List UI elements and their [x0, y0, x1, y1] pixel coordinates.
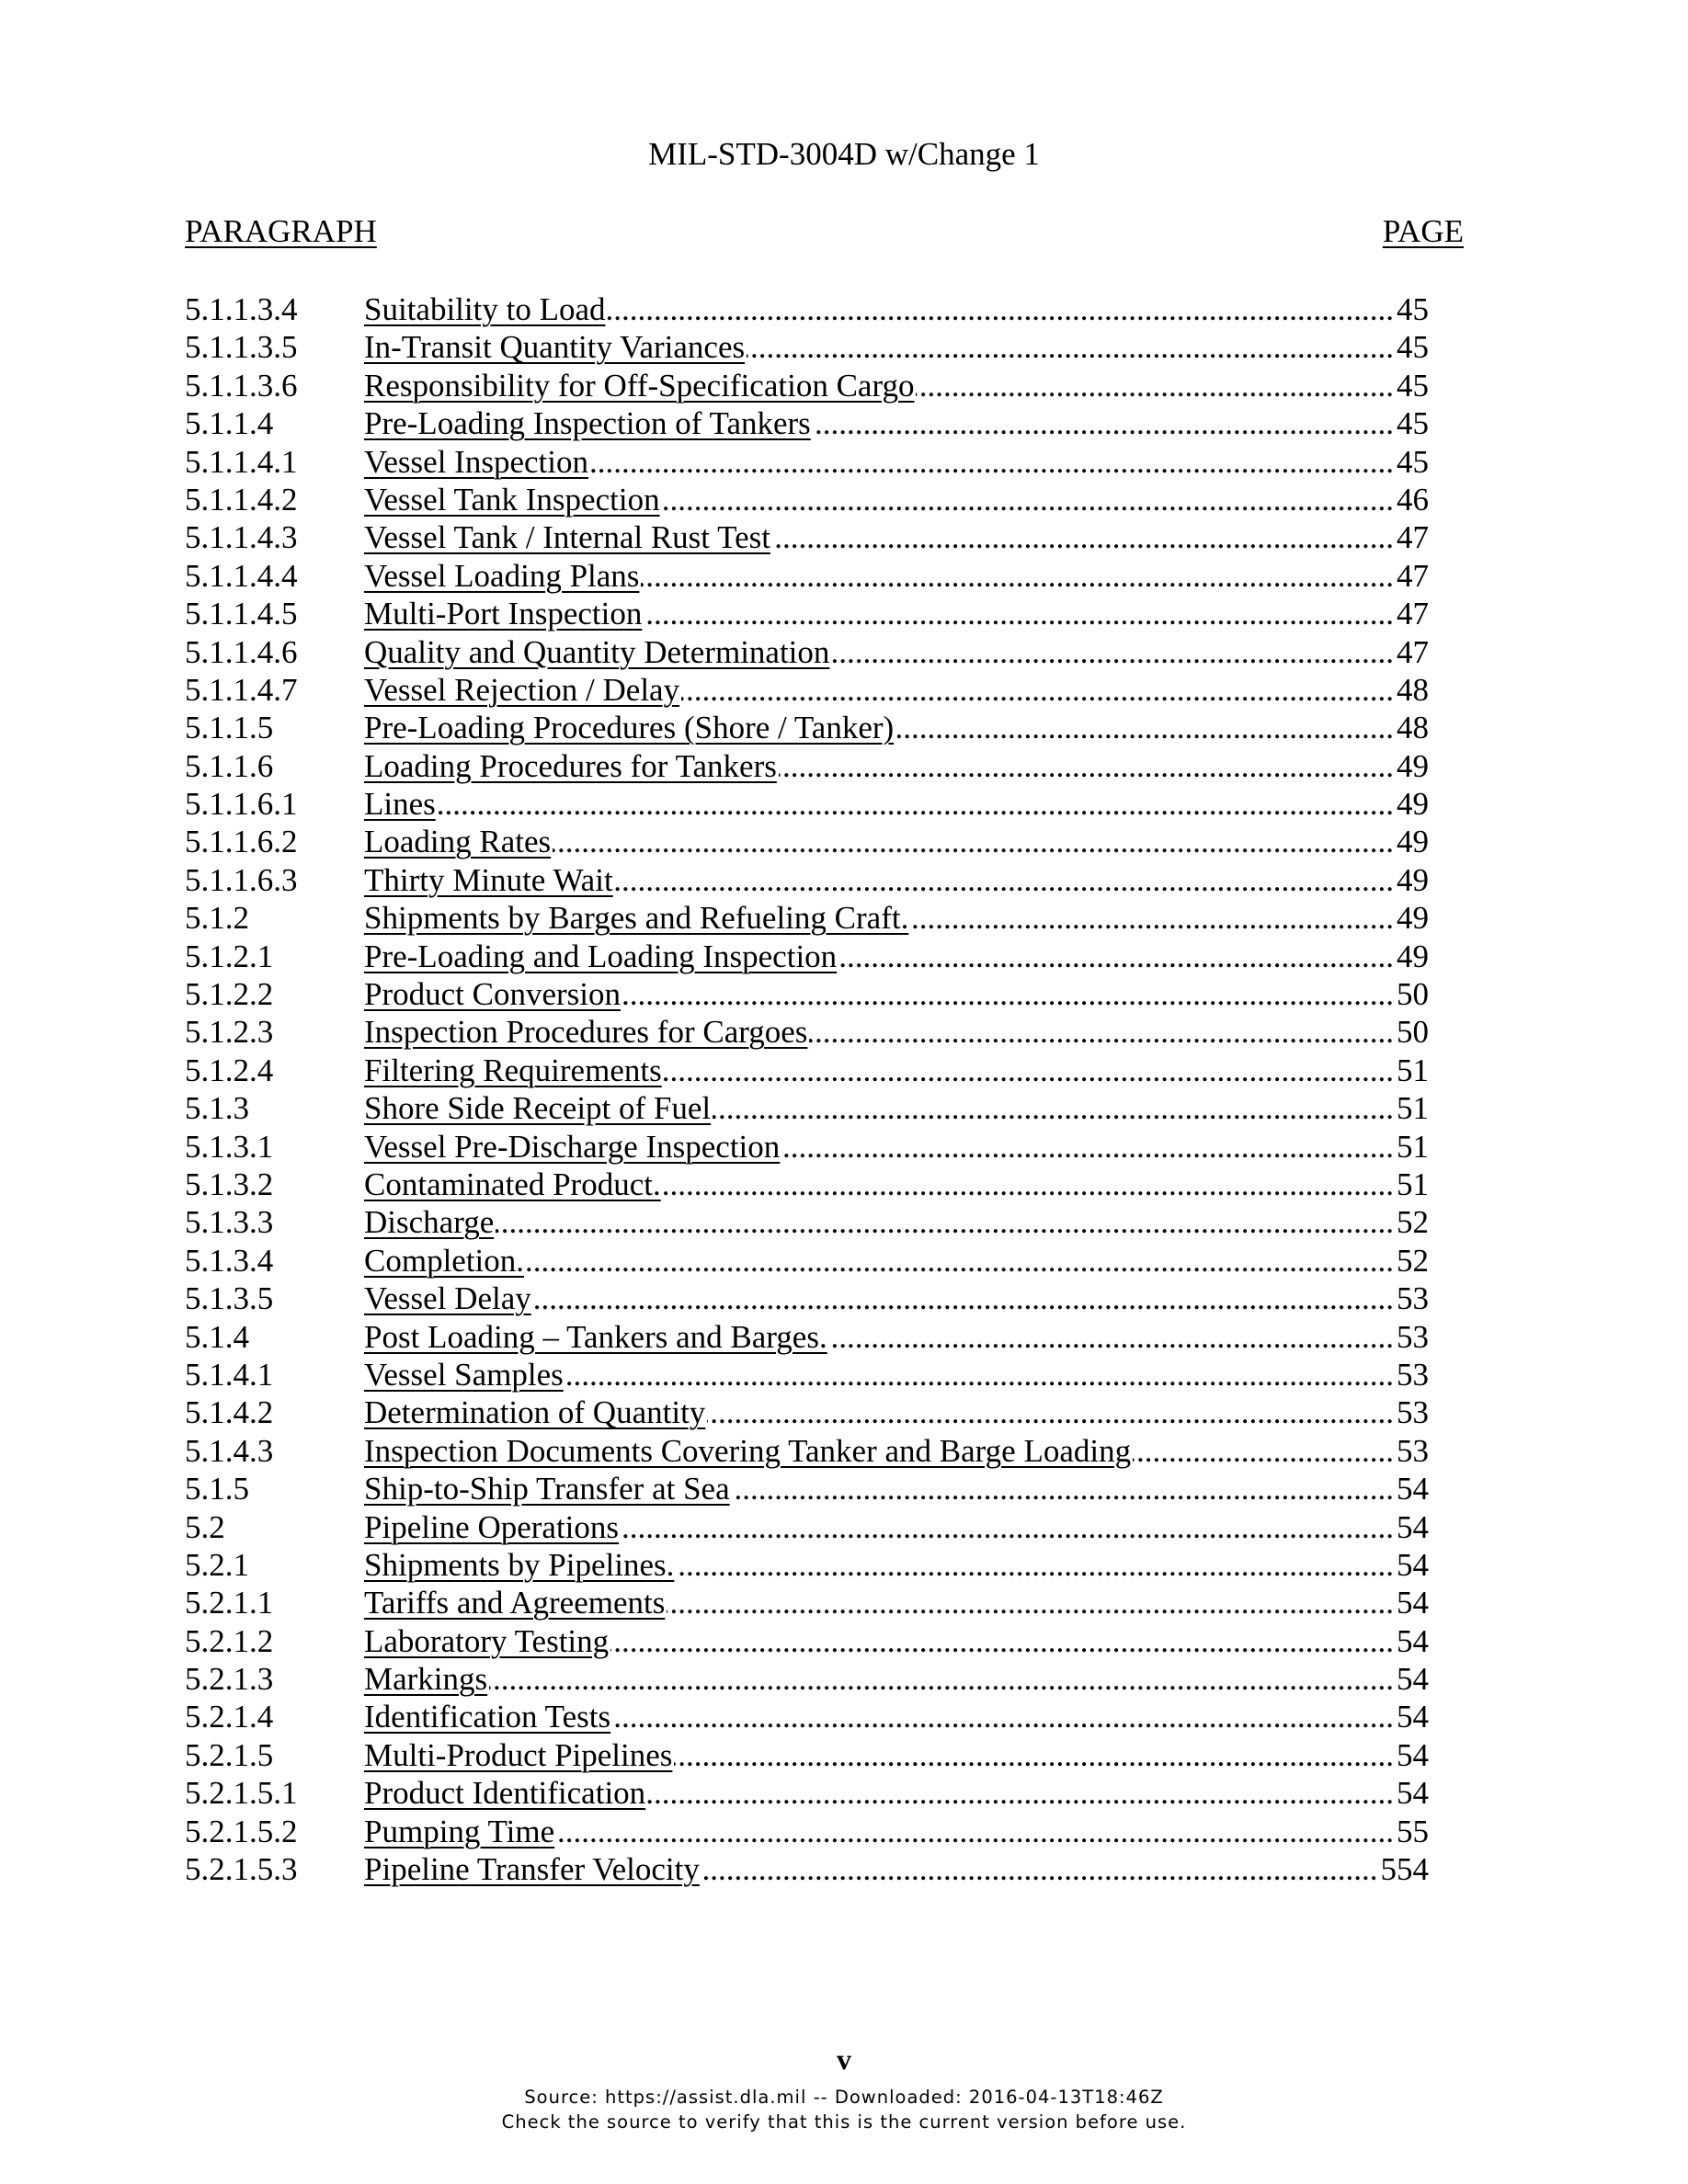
toc-entry-leader — [364, 518, 1429, 556]
toc-page-number: 52 — [1394, 1203, 1429, 1241]
page-number: v — [837, 2042, 851, 2076]
toc-paragraph-number: 5.1.1.3.6 — [185, 367, 298, 404]
toc-title-link[interactable]: Inspection Documents Covering Tanker and Barge Loading — [364, 1432, 1132, 1469]
toc-entry-leader — [364, 1052, 1429, 1089]
toc-entry-leader — [364, 1280, 1429, 1317]
toc-title-link[interactable]: Vessel Tank / Internal Rust Test — [364, 519, 770, 556]
toc-page-number: 53 — [1394, 1280, 1429, 1317]
toc-entry-leader — [364, 1242, 1429, 1280]
toc-paragraph-number: 5.1.3.3 — [185, 1204, 274, 1241]
table-of-contents — [185, 290, 1429, 1888]
toc-paragraph-number: 5.2.1.5.3 — [185, 1851, 298, 1888]
toc-entry — [185, 785, 1429, 823]
toc-title-link[interactable]: Pipeline Transfer Velocity — [364, 1851, 700, 1888]
toc-paragraph-number: 5.1.1.3.5 — [185, 329, 298, 366]
toc-entry — [185, 443, 1429, 481]
toc-entry — [185, 938, 1429, 975]
page-column-heading: PAGE — [1382, 213, 1464, 249]
toc-title-link[interactable]: Filtering Requirements — [364, 1052, 662, 1088]
toc-paragraph-number: 5.1.4 — [185, 1318, 249, 1355]
toc-entry-leader — [364, 861, 1429, 899]
footer-source-line: Source: https://assist.dla.mil -- Downloaded: 2016-04-13T18:46Z — [524, 2087, 1164, 2108]
toc-paragraph-number: 5.2.1.5.1 — [185, 1775, 298, 1812]
toc-page-number: 49 — [1394, 938, 1429, 975]
toc-page-number: 51 — [1394, 1166, 1429, 1203]
toc-entry — [185, 1280, 1429, 1317]
toc-page-number: 554 — [1378, 1850, 1430, 1888]
toc-paragraph-number: 5.2.1.1 — [185, 1585, 274, 1621]
toc-title-link[interactable]: Tariffs and Agreements — [364, 1585, 666, 1621]
toc-entry-leader — [364, 938, 1429, 975]
toc-paragraph-number: 5.1.2 — [185, 900, 249, 937]
toc-entry-leader — [364, 1318, 1429, 1356]
toc-entry-leader — [364, 1432, 1429, 1470]
toc-paragraph-number: 5.1.3.1 — [185, 1128, 274, 1165]
toc-page-number: 54 — [1394, 1774, 1429, 1812]
toc-paragraph-number: 5.1.1.6 — [185, 747, 274, 784]
toc-page-number: 54 — [1394, 1698, 1429, 1735]
toc-entry — [185, 595, 1429, 632]
toc-entry-leader — [364, 1622, 1429, 1660]
toc-title-link[interactable]: Determination of Quantity — [364, 1394, 706, 1431]
toc-paragraph-number: 5.1.2.1 — [185, 938, 274, 974]
toc-page-number: 49 — [1394, 747, 1429, 785]
toc-title-link[interactable]: Product Conversion — [364, 976, 622, 1013]
toc-entry-leader — [364, 443, 1429, 481]
toc-title-link[interactable]: Quality and Quantity Determination — [364, 633, 830, 670]
toc-entry — [185, 518, 1429, 556]
toc-entry — [185, 671, 1429, 709]
toc-page-number: 45 — [1394, 367, 1429, 404]
toc-paragraph-number: 5.1.1.4 — [185, 405, 274, 442]
toc-page-number: 47 — [1394, 557, 1429, 595]
toc-paragraph-number: 5.1.1.3.4 — [185, 291, 298, 327]
toc-entry-leader — [364, 1813, 1429, 1850]
toc-title-link[interactable]: Pre-Loading and Loading Inspection — [364, 938, 838, 974]
toc-entry-leader — [364, 975, 1429, 1013]
toc-paragraph-number: 5.1.1.4.6 — [185, 633, 298, 670]
toc-entry-leader — [364, 709, 1429, 746]
toc-entry — [185, 1432, 1429, 1470]
toc-entry — [185, 1242, 1429, 1280]
toc-title-link[interactable]: Pumping Time — [364, 1813, 555, 1849]
toc-entry-leader — [364, 671, 1429, 709]
toc-title-link[interactable]: In-Transit Quantity Variances — [364, 329, 746, 366]
toc-title-link[interactable]: Multi-Product Pipelines — [364, 1736, 673, 1773]
toc-page-number: 54 — [1394, 1584, 1429, 1621]
toc-paragraph-number: 5.2 — [185, 1508, 225, 1545]
toc-title-link[interactable]: Pre-Loading Inspection of Tankers — [364, 405, 811, 442]
toc-page-number: 45 — [1394, 328, 1429, 366]
toc-entry — [185, 1356, 1429, 1393]
toc-entry — [185, 975, 1429, 1013]
toc-title-link[interactable]: Pipeline Operations — [364, 1508, 620, 1545]
toc-title-link[interactable]: Shipments by Pipelines. — [364, 1546, 675, 1583]
toc-paragraph-number: 5.1.1.4.4 — [185, 557, 298, 594]
toc-paragraph-number: 5.2.1.2 — [185, 1622, 274, 1659]
toc-paragraph-number: 5.2.1.5 — [185, 1736, 274, 1773]
toc-entry — [185, 861, 1429, 899]
toc-entry — [185, 1166, 1429, 1203]
toc-paragraph-number: 5.1.4.1 — [185, 1356, 274, 1393]
toc-entry — [185, 367, 1429, 404]
toc-title-link[interactable]: Thirty Minute Wait — [364, 861, 613, 898]
toc-title-link[interactable]: Discharge — [364, 1204, 495, 1241]
toc-paragraph-number: 5.1.4.2 — [185, 1394, 274, 1431]
toc-paragraph-number: 5.1.3.5 — [185, 1280, 274, 1317]
toc-paragraph-number: 5.1.3.2 — [185, 1166, 274, 1202]
footer-check-line: Check the source to verify that this is the current version before use. — [501, 2111, 1187, 2133]
toc-entry — [185, 1508, 1429, 1546]
toc-entry-leader — [364, 1470, 1429, 1507]
toc-title-link[interactable]: Vessel Loading Plans — [364, 557, 640, 594]
toc-title-link[interactable]: Responsibility for Off-Specification Cargo — [364, 367, 915, 404]
toc-paragraph-number: 5.1.1.6.3 — [185, 861, 298, 898]
toc-page-number: 50 — [1394, 1013, 1429, 1051]
toc-title-link[interactable]: Contaminated Product. — [364, 1166, 661, 1202]
toc-entry — [185, 1318, 1429, 1356]
toc-paragraph-number: 5.2.1 — [185, 1546, 249, 1583]
toc-page-number: 54 — [1394, 1622, 1429, 1660]
toc-paragraph-number: 5.1.2.4 — [185, 1052, 274, 1088]
toc-entry-leader — [364, 1203, 1429, 1241]
toc-title-link[interactable]: Pre-Loading Procedures (Shore / Tanker) — [364, 710, 895, 746]
toc-title-link[interactable]: Completion. — [364, 1242, 525, 1279]
toc-paragraph-number: 5.2.1.4 — [185, 1699, 274, 1735]
toc-page-number: 49 — [1394, 861, 1429, 899]
toc-paragraph-number: 5.1.1.4.3 — [185, 519, 298, 556]
toc-page-number: 54 — [1394, 1508, 1429, 1546]
toc-paragraph-number: 5.1.1.6.2 — [185, 824, 298, 860]
toc-entry-leader — [364, 747, 1429, 785]
toc-page-number: 48 — [1394, 671, 1429, 709]
toc-entry — [185, 1736, 1429, 1774]
toc-entry — [185, 747, 1429, 785]
toc-paragraph-number: 5.1.1.6.1 — [185, 786, 298, 823]
toc-title-link[interactable]: Laboratory Testing — [364, 1622, 610, 1659]
toc-page-number: 54 — [1394, 1736, 1429, 1774]
toc-page-number: 47 — [1394, 518, 1429, 556]
toc-entry-leader — [364, 633, 1429, 671]
toc-page-number: 46 — [1394, 481, 1429, 518]
toc-entry — [185, 1546, 1429, 1584]
toc-entry — [185, 1622, 1429, 1660]
toc-entry-leader — [364, 1660, 1429, 1698]
toc-paragraph-number: 5.1.1.4.5 — [185, 596, 298, 632]
toc-title-link[interactable]: Multi-Port Inspection — [364, 596, 643, 632]
toc-page-number: 49 — [1394, 785, 1429, 823]
toc-entry — [185, 1203, 1429, 1241]
toc-entry-leader — [364, 1089, 1429, 1127]
toc-entry — [185, 328, 1429, 366]
toc-title-link[interactable]: Suitability to Load — [364, 291, 606, 327]
toc-title-link[interactable]: Vessel Delay — [364, 1280, 531, 1317]
toc-title-link[interactable]: Vessel Samples — [364, 1356, 564, 1393]
toc-page-number: 54 — [1394, 1546, 1429, 1584]
toc-page-number: 53 — [1394, 1393, 1429, 1431]
toc-entry-leader — [364, 1128, 1429, 1166]
toc-title-link[interactable]: Post Loading – Tankers and Barges. — [364, 1318, 827, 1355]
toc-entry-leader — [364, 823, 1429, 860]
toc-paragraph-number: 5.1.1.4.1 — [185, 443, 298, 480]
toc-paragraph-number: 5.1.1.4.7 — [185, 671, 298, 708]
toc-page-number: 53 — [1394, 1318, 1429, 1356]
toc-page-number: 55 — [1394, 1813, 1429, 1850]
toc-entry — [185, 709, 1429, 746]
toc-entry — [185, 1698, 1429, 1735]
toc-page-number: 49 — [1394, 899, 1429, 937]
toc-paragraph-number: 5.1.1.5 — [185, 710, 274, 746]
toc-page-number: 48 — [1394, 709, 1429, 746]
toc-entry-leader — [364, 1166, 1429, 1203]
toc-paragraph-number: 5.1.5 — [185, 1471, 249, 1507]
toc-entry — [185, 1013, 1429, 1051]
toc-title-link[interactable]: Vessel Pre-Discharge Inspection — [364, 1128, 781, 1165]
toc-page-number: 45 — [1394, 290, 1429, 328]
toc-entry — [185, 290, 1429, 328]
toc-title-link[interactable]: Loading Procedures for Tankers — [364, 747, 777, 784]
toc-entry-leader — [364, 1698, 1429, 1735]
toc-entry-leader — [364, 1508, 1429, 1546]
toc-entry-leader — [364, 1393, 1429, 1431]
toc-entry — [185, 1813, 1429, 1850]
toc-entry — [185, 1470, 1429, 1507]
toc-page-number: 52 — [1394, 1242, 1429, 1280]
toc-title-link[interactable]: Markings — [364, 1661, 488, 1698]
toc-entry-leader — [364, 290, 1429, 328]
toc-paragraph-number: 5.1.2.2 — [185, 976, 274, 1013]
toc-entry — [185, 1393, 1429, 1431]
toc-page-number: 51 — [1394, 1089, 1429, 1127]
toc-entry — [185, 1850, 1429, 1888]
toc-entry — [185, 1128, 1429, 1166]
toc-entry — [185, 557, 1429, 595]
toc-entry-leader — [364, 899, 1429, 937]
toc-entry — [185, 1052, 1429, 1089]
toc-title-link[interactable]: Vessel Tank Inspection — [364, 481, 660, 518]
toc-paragraph-number: 5.2.1.3 — [185, 1661, 274, 1698]
toc-entry-leader — [364, 785, 1429, 823]
toc-title-link[interactable]: Product Identification — [364, 1775, 646, 1812]
toc-title-link[interactable]: Identification Tests — [364, 1699, 611, 1735]
toc-title-link[interactable]: Vessel Inspection — [364, 443, 588, 480]
toc-paragraph-number: 5.1.3 — [185, 1090, 249, 1127]
toc-entry — [185, 1089, 1429, 1127]
paragraph-column-heading: PARAGRAPH — [185, 213, 377, 249]
toc-paragraph-number: 5.1.1.4.2 — [185, 481, 298, 518]
toc-page-number: 45 — [1394, 443, 1429, 481]
toc-entry-leader — [364, 367, 1429, 404]
toc-page-number: 53 — [1394, 1356, 1429, 1393]
toc-entry — [185, 1774, 1429, 1812]
toc-entry — [185, 481, 1429, 518]
toc-title-link[interactable]: Shore Side Receipt of Fuel — [364, 1090, 712, 1127]
toc-page-number: 49 — [1394, 823, 1429, 860]
toc-entry-leader — [364, 328, 1429, 366]
toc-page-number: 53 — [1394, 1432, 1429, 1470]
document-title: MIL-STD-3004D w/Change 1 — [648, 136, 1040, 172]
toc-entry-leader — [364, 1850, 1429, 1888]
toc-paragraph-number: 5.1.3.4 — [185, 1242, 274, 1279]
toc-page-number: 51 — [1394, 1052, 1429, 1089]
toc-entry-leader — [364, 1013, 1429, 1051]
toc-entry — [185, 899, 1429, 937]
toc-entry — [185, 1584, 1429, 1621]
toc-title-link[interactable]: Inspection Procedures for Cargoes — [364, 1014, 808, 1051]
toc-title-link[interactable]: Loading Rates — [364, 824, 552, 860]
toc-page-number: 47 — [1394, 633, 1429, 671]
toc-paragraph-number: 5.1.2.3 — [185, 1014, 274, 1051]
toc-page-number: 51 — [1394, 1128, 1429, 1166]
toc-entry-leader — [364, 1584, 1429, 1621]
toc-entry — [185, 404, 1429, 442]
toc-entry — [185, 823, 1429, 860]
toc-page-number: 54 — [1394, 1470, 1429, 1507]
toc-entry-leader — [364, 595, 1429, 632]
toc-page-number: 45 — [1394, 404, 1429, 442]
toc-entry — [185, 633, 1429, 671]
toc-entry-leader — [364, 1736, 1429, 1774]
toc-entry-leader — [364, 1774, 1429, 1812]
toc-paragraph-number: 5.1.4.3 — [185, 1432, 274, 1469]
toc-entry-leader — [364, 1546, 1429, 1584]
toc-entry — [185, 1660, 1429, 1698]
toc-title-link[interactable]: Ship-to-Ship Transfer at Sea — [364, 1471, 730, 1507]
toc-paragraph-number: 5.2.1.5.2 — [185, 1813, 298, 1849]
toc-page-number: 54 — [1394, 1660, 1429, 1698]
toc-entry-leader — [364, 557, 1429, 595]
toc-title-link[interactable]: Shipments by Barges and Refueling Craft. — [364, 900, 909, 937]
toc-title-link[interactable]: Lines — [364, 786, 436, 823]
toc-entry-leader — [364, 1356, 1429, 1393]
toc-entry-leader — [364, 404, 1429, 442]
toc-page-number: 50 — [1394, 975, 1429, 1013]
toc-title-link[interactable]: Vessel Rejection / Delay — [364, 671, 680, 708]
toc-entry-leader — [364, 481, 1429, 518]
toc-page-number: 47 — [1394, 595, 1429, 632]
